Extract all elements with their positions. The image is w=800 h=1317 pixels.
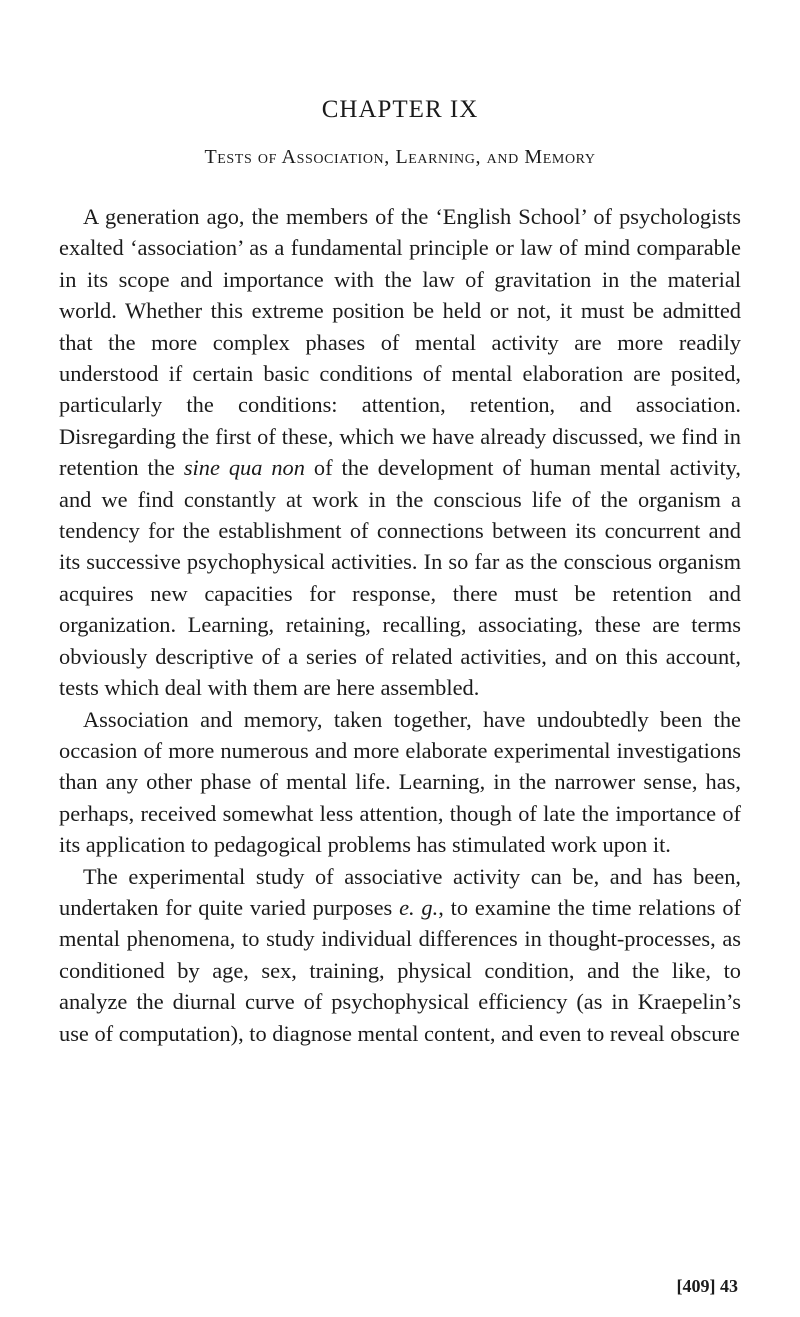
body-text: [59, 201, 741, 1049]
paragraph-3: [59, 861, 741, 1049]
page-number: [409] 43: [676, 1276, 738, 1296]
paragraph-1-text-b: of the development of human mental activity, and we find constantly at work in the conscious life of the organism a tendency for the establishment of connections between its concurrent and its successive psychophysical activities. In so far as the conscious organism acquires new capacities for response, there must be retention and organization. Learning, retaining, recalling, associating, these are terms obviously descriptive of a series of related activities, and on this account, tests which deal with them are here assembled.: [59, 455, 742, 701]
chapter-heading: CHAPTER IX: [321, 96, 479, 123]
paragraph-3-text-b: , to examine the time relations of mental phenomena, to study individual differences in thought-processes, as conditioned by age, sex, training, physical condition, and the like, to analyze the diurnal curve of psychophysical efficiency (as in Kraepelin’s use of computation), to diagnose mental content, and even to reveal obscure: [59, 894, 741, 1046]
paragraph-2: Association and memory, taken together, have undoubtedly been the occasion of more numerous and more elaborate experimental investigations than any other phase of mental life. Learning, in the narrower sense, has, perhaps, received somewhat less attention, though of late the importance of its application to pedagogical problems has stimulated work upon it.: [59, 706, 741, 858]
abbreviation-eg: e. g.: [399, 894, 439, 920]
paragraph-1-text-a: A generation ago, the members of the ‘English School’ of psychologists exalted ‘association’ as a fundamental principle or law of mind comparable in its scope and importance with the law of gravitation in the material world. Whether this extreme position be held or not, it must be admitted that the more complex phases of mental activity are more readily understood if certain basic conditions of mental elaboration are posited, particularly the conditions: attention, retention, and association. Disregarding the first of these, which we have already discussed, we find in retention the: [59, 204, 741, 481]
chapter-title: Tests of Association, Learning, and Memory: [204, 146, 596, 168]
paragraph-3-text-a: The experimental study of associative activity can be, and has been, undertaken for quite varied purposes: [59, 863, 741, 920]
paragraph-1: [59, 201, 741, 704]
latin-phrase: sine qua non: [183, 455, 305, 481]
